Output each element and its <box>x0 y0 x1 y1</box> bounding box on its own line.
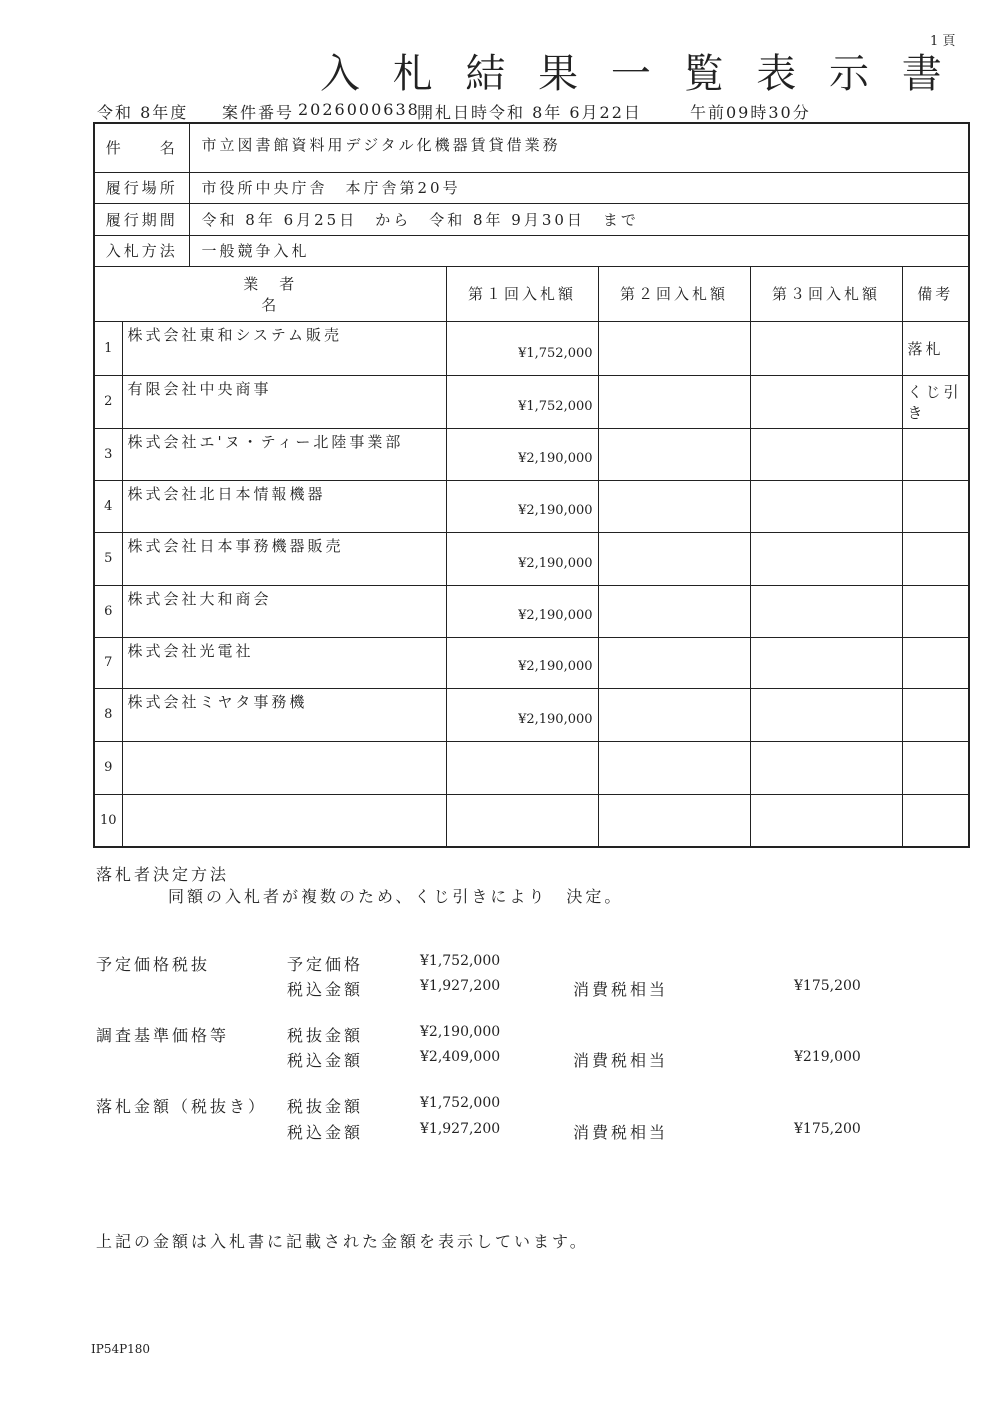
opening-date-label: 開札日時 <box>417 103 490 122</box>
remarks-header: 備考 <box>902 266 969 321</box>
table-row <box>94 375 969 428</box>
award-method-label: 落札者決定方法 <box>96 865 230 884</box>
subject-value: 市立図書館資料用デジタル化機器賃貸借業務 <box>189 123 969 172</box>
bidder-header-line2: 名 <box>261 295 280 314</box>
tax-value: ¥219,000 <box>794 1049 861 1065</box>
second-bid-amount <box>598 741 750 794</box>
summary-value: ¥2,190,000 <box>420 1024 501 1040</box>
second-bid-amount <box>598 532 750 585</box>
remarks <box>902 688 969 741</box>
summary-label: 落札金額（税抜き） <box>96 1097 268 1116</box>
third-bid-amount <box>750 428 902 480</box>
summary-field: 税抜金額 <box>287 1026 364 1045</box>
bidder-name: 株式会社ミヤタ事務機 <box>122 688 446 741</box>
summary-value: ¥2,409,000 <box>420 1049 501 1065</box>
third-bid-amount <box>750 637 902 688</box>
first-bid-amount: ¥2,190,000 <box>446 637 598 688</box>
table-row <box>94 637 969 688</box>
table-row <box>94 688 969 741</box>
summary-field: 予定価格 <box>287 955 364 974</box>
info-label: 履行期間 <box>94 203 189 235</box>
first-bid-amount: ¥2,190,000 <box>446 480 598 532</box>
row-number: 8 <box>94 688 122 741</box>
third-bid-amount <box>750 741 902 794</box>
row-number: 4 <box>94 480 122 532</box>
row-number: 9 <box>94 741 122 794</box>
remarks <box>902 480 969 532</box>
tax-label: 消費税相当 <box>573 1051 669 1070</box>
summary-field: 税抜金額 <box>287 1097 364 1116</box>
first-bid-amount: ¥1,752,000 <box>446 321 598 375</box>
info-row-subject <box>94 123 969 172</box>
table-row <box>94 532 969 585</box>
table-row <box>94 480 969 532</box>
period-value: 令和 8年 6月25日 から 令和 8年 9月30日 まで <box>189 203 969 235</box>
remarks <box>902 585 969 637</box>
second-bid-amount <box>598 688 750 741</box>
first-bid-amount: ¥2,190,000 <box>446 585 598 637</box>
table-row <box>94 428 969 480</box>
summary-label: 調査基準価格等 <box>96 1026 230 1045</box>
tax-label: 消費税相当 <box>573 1123 669 1142</box>
case-number-label: 案件番号 <box>222 103 295 122</box>
second-bid-amount <box>598 794 750 847</box>
second-bid-amount <box>598 637 750 688</box>
footer-note: 上記の金額は入札書に記載された金額を表示しています。 <box>96 1232 589 1251</box>
summary-value: ¥1,752,000 <box>420 953 501 969</box>
second-bid-header: 第２回入札額 <box>598 266 750 321</box>
third-bid-amount <box>750 480 902 532</box>
third-bid-header: 第３回入札額 <box>750 266 902 321</box>
method-value: 一般競争入札 <box>189 235 969 266</box>
table-row <box>94 321 969 375</box>
bidder-name: 有限会社中央商事 <box>122 375 446 428</box>
info-row-location <box>94 172 969 203</box>
row-number: 10 <box>94 794 122 847</box>
info-row-method <box>94 235 969 266</box>
location-value: 市役所中央庁舎 本庁舎第20号 <box>189 172 969 203</box>
award-method-text: 同額の入札者が複数のため、くじ引きにより 決定。 <box>168 887 624 906</box>
bidder-name: 株式会社北日本情報機器 <box>122 480 446 532</box>
tax-value: ¥175,200 <box>794 978 861 994</box>
case-number: 2026000638 <box>298 100 420 119</box>
table-row <box>94 741 969 794</box>
bidder-name <box>122 794 446 847</box>
third-bid-amount <box>750 585 902 637</box>
summary-value: ¥1,752,000 <box>420 1095 501 1111</box>
tax-value: ¥175,200 <box>794 1121 861 1137</box>
form-code: IP54P180 <box>91 1342 151 1356</box>
bidder-name <box>122 741 446 794</box>
second-bid-amount <box>598 375 750 428</box>
table-row <box>94 794 969 847</box>
row-number: 2 <box>94 375 122 428</box>
first-bid-amount: ¥2,190,000 <box>446 428 598 480</box>
bidder-name: 株式会社東和システム販売 <box>122 321 446 375</box>
summary-field: 税込金額 <box>287 1123 364 1142</box>
page-number: 1 頁 <box>930 34 956 49</box>
remarks <box>902 794 969 847</box>
bidder-column-header <box>94 266 446 321</box>
summary-field: 税込金額 <box>287 1051 364 1070</box>
remarks <box>902 741 969 794</box>
bidder-header-line1: 業 者 <box>243 274 298 293</box>
row-number: 7 <box>94 637 122 688</box>
info-label: 件 名 <box>94 123 189 172</box>
row-number: 3 <box>94 428 122 480</box>
second-bid-amount <box>598 480 750 532</box>
column-header-row <box>94 266 969 321</box>
first-bid-amount: ¥1,752,000 <box>446 375 598 428</box>
table-row <box>94 585 969 637</box>
first-bid-header: 第１回入札額 <box>446 266 598 321</box>
first-bid-amount: ¥2,190,000 <box>446 532 598 585</box>
summary-value: ¥1,927,200 <box>420 978 501 994</box>
summary-value: ¥1,927,200 <box>420 1121 501 1137</box>
page-title: 入 札 結 果 一 覧 表 示 書 <box>320 51 952 97</box>
bidder-name: 株式会社大和商会 <box>122 585 446 637</box>
bidder-name: 株式会社エ'ヌ・ティー北陸事業部 <box>122 428 446 480</box>
remarks: 落札 <box>902 321 969 375</box>
bidder-name: 株式会社光電社 <box>122 637 446 688</box>
remarks: くじ引き <box>902 375 969 428</box>
third-bid-amount <box>750 321 902 375</box>
summary-label: 予定価格税抜 <box>96 955 211 974</box>
second-bid-amount <box>598 428 750 480</box>
third-bid-amount <box>750 688 902 741</box>
third-bid-amount <box>750 532 902 585</box>
third-bid-amount <box>750 794 902 847</box>
opening-time: 午前09時30分 <box>690 103 811 122</box>
second-bid-amount <box>598 321 750 375</box>
second-bid-amount <box>598 585 750 637</box>
info-label: 入札方法 <box>94 235 189 266</box>
tax-label: 消費税相当 <box>573 980 669 999</box>
row-number: 5 <box>94 532 122 585</box>
third-bid-amount <box>750 375 902 428</box>
summary-field: 税込金額 <box>287 980 364 999</box>
remarks <box>902 428 969 480</box>
remarks <box>902 532 969 585</box>
bidder-name: 株式会社日本事務機器販売 <box>122 532 446 585</box>
row-number: 6 <box>94 585 122 637</box>
first-bid-amount <box>446 794 598 847</box>
opening-date: 令和 8年 6月22日 <box>489 103 642 122</box>
bid-results-table <box>93 122 970 848</box>
first-bid-amount: ¥2,190,000 <box>446 688 598 741</box>
row-number: 1 <box>94 321 122 375</box>
info-row-period <box>94 203 969 235</box>
first-bid-amount <box>446 741 598 794</box>
info-label: 履行場所 <box>94 172 189 203</box>
fiscal-year: 令和 8年度 <box>97 103 189 122</box>
remarks <box>902 637 969 688</box>
